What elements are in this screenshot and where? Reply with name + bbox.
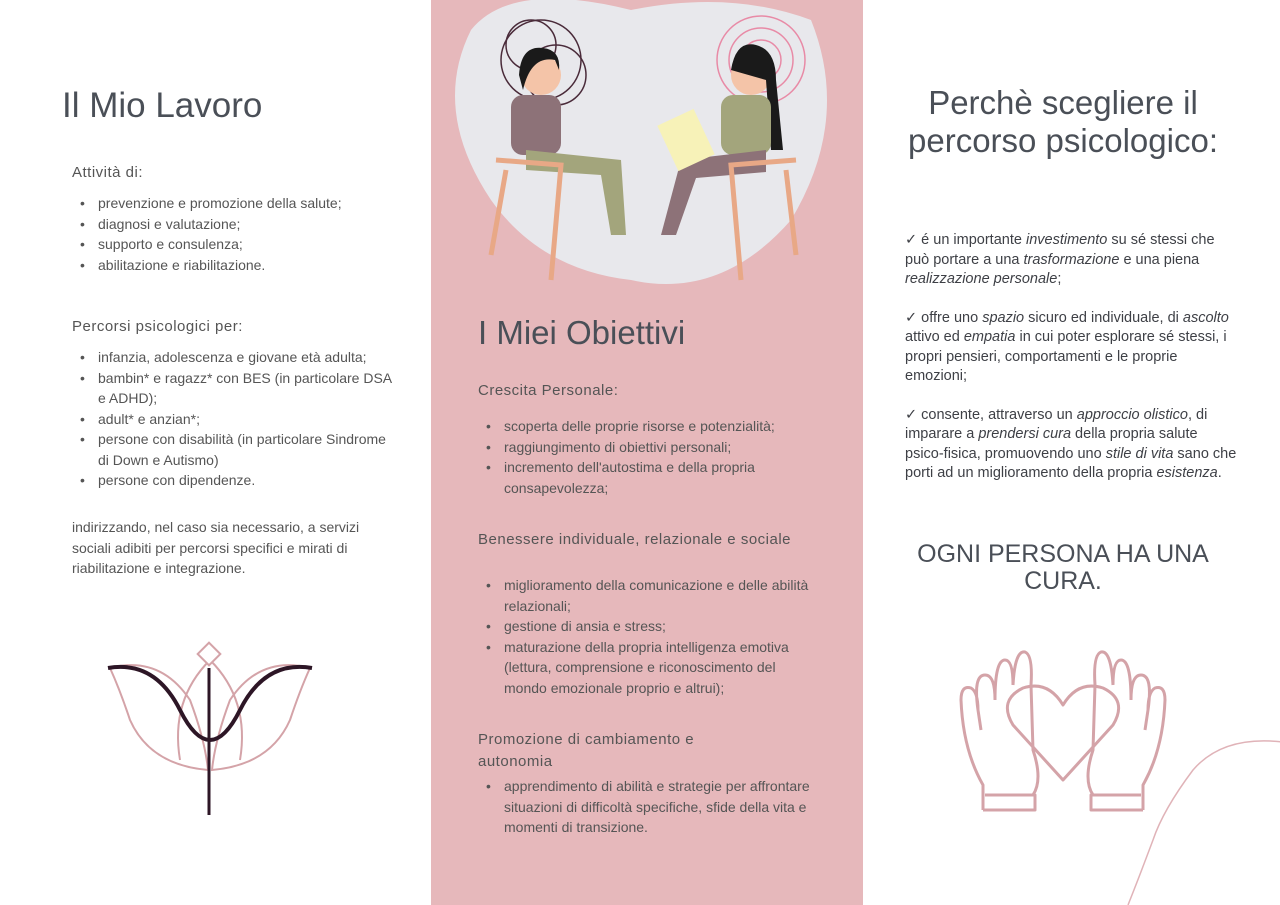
- reason-item: ✓ offre uno spazio sicuro ed individuale, di ascolto attivo ed empatia in cui poter esplorare sé stessi, i propri pensieri, comportamenti e le proprie emozioni;: [905, 309, 1229, 384]
- middle-panel: [431, 0, 863, 905]
- list-item: • incremento dell'autostima e della propria consapevolezza;: [478, 457, 818, 498]
- list-item: • prevenzione e promozione della salute;: [72, 193, 402, 214]
- list-item: • scoperta delle proprie risorse e potenzialità;: [478, 416, 818, 437]
- list-item: • gestione di ansia e stress;: [478, 616, 818, 637]
- list-item: • diagnosi e valutazione;: [72, 214, 402, 235]
- activities-list: [72, 193, 402, 275]
- list-item: • maturazione della propria intelligenza emotiva (lettura, comprensione e riconoscimento del mondo emozionale proprio e altrui);: [478, 637, 818, 699]
- reason-item: ✓ é un importante investimento su sé stessi che può portare a una trasformazione e una piena realizzazione personale;: [905, 232, 1215, 287]
- slogan: OGNI PERSONA HA UNA CURA.: [917, 540, 1209, 595]
- list-item: • raggiungimento di obiettivi personali;: [478, 437, 818, 458]
- section-heading: Promozione di cambiamento e autonomia: [478, 731, 695, 770]
- activities-heading: Attività di:: [72, 164, 144, 181]
- left-panel: [0, 0, 431, 905]
- list-item: • bambin* e ragazz* con BES (in particolare DSA e ADHD);: [72, 368, 392, 409]
- list-item: • adult* e anzian*;: [72, 409, 392, 430]
- paths-list: [72, 347, 392, 491]
- list-item: • persone con disabilità (in particolare Sindrome di Down e Autismo): [72, 429, 392, 470]
- list-item: • infanzia, adolescenza e giovane età adulta;: [72, 347, 392, 368]
- reasons: [905, 231, 1240, 503]
- growth-list: [478, 416, 818, 498]
- right-panel: [863, 0, 1280, 905]
- referral-note: indirizzando, nel caso sia necessario, a servizi sociali adibiti per percorsi specifici e mirati di riabilitazione e integrazione.: [72, 519, 360, 576]
- objectives-title: I Miei Obiettivi: [478, 314, 686, 351]
- autonomy-list: [478, 776, 828, 838]
- why-choose-title: Perchè scegliere il percorso psicologico:: [908, 84, 1218, 159]
- list-item: • apprendimento di abilità e strategie per affrontare situazioni di difficoltà specifiche, sfide della vita e momenti di transizione.: [478, 776, 828, 838]
- section-heading: Crescita Personale:: [478, 382, 619, 399]
- list-item: • abilitazione e riabilitazione.: [72, 255, 402, 276]
- psi-lotus-logo-icon: [100, 640, 320, 820]
- section-heading: Benessere individuale, relazionale e sociale: [478, 531, 792, 548]
- paths-heading: Percorsi psicologici per:: [72, 318, 243, 335]
- list-item: • supporto e consulenza;: [72, 234, 402, 255]
- decorative-curve-icon: [1113, 730, 1280, 905]
- therapy-session-illustration-icon: [431, 0, 863, 300]
- page-title-my-work: Il Mio Lavoro: [62, 86, 263, 125]
- reason-item: ✓ consente, attraverso un approccio olistico, di imparare a prendersi cura della propria salute psico-fisica, promuovendo uno stile di vita sano che porti ad un miglioramento della propria esistenza.: [905, 406, 1237, 481]
- wellbeing-list: [478, 575, 818, 698]
- list-item: • persone con dipendenze.: [72, 470, 392, 491]
- list-item: • miglioramento della comunicazione e delle abilità relazionali;: [478, 575, 818, 616]
